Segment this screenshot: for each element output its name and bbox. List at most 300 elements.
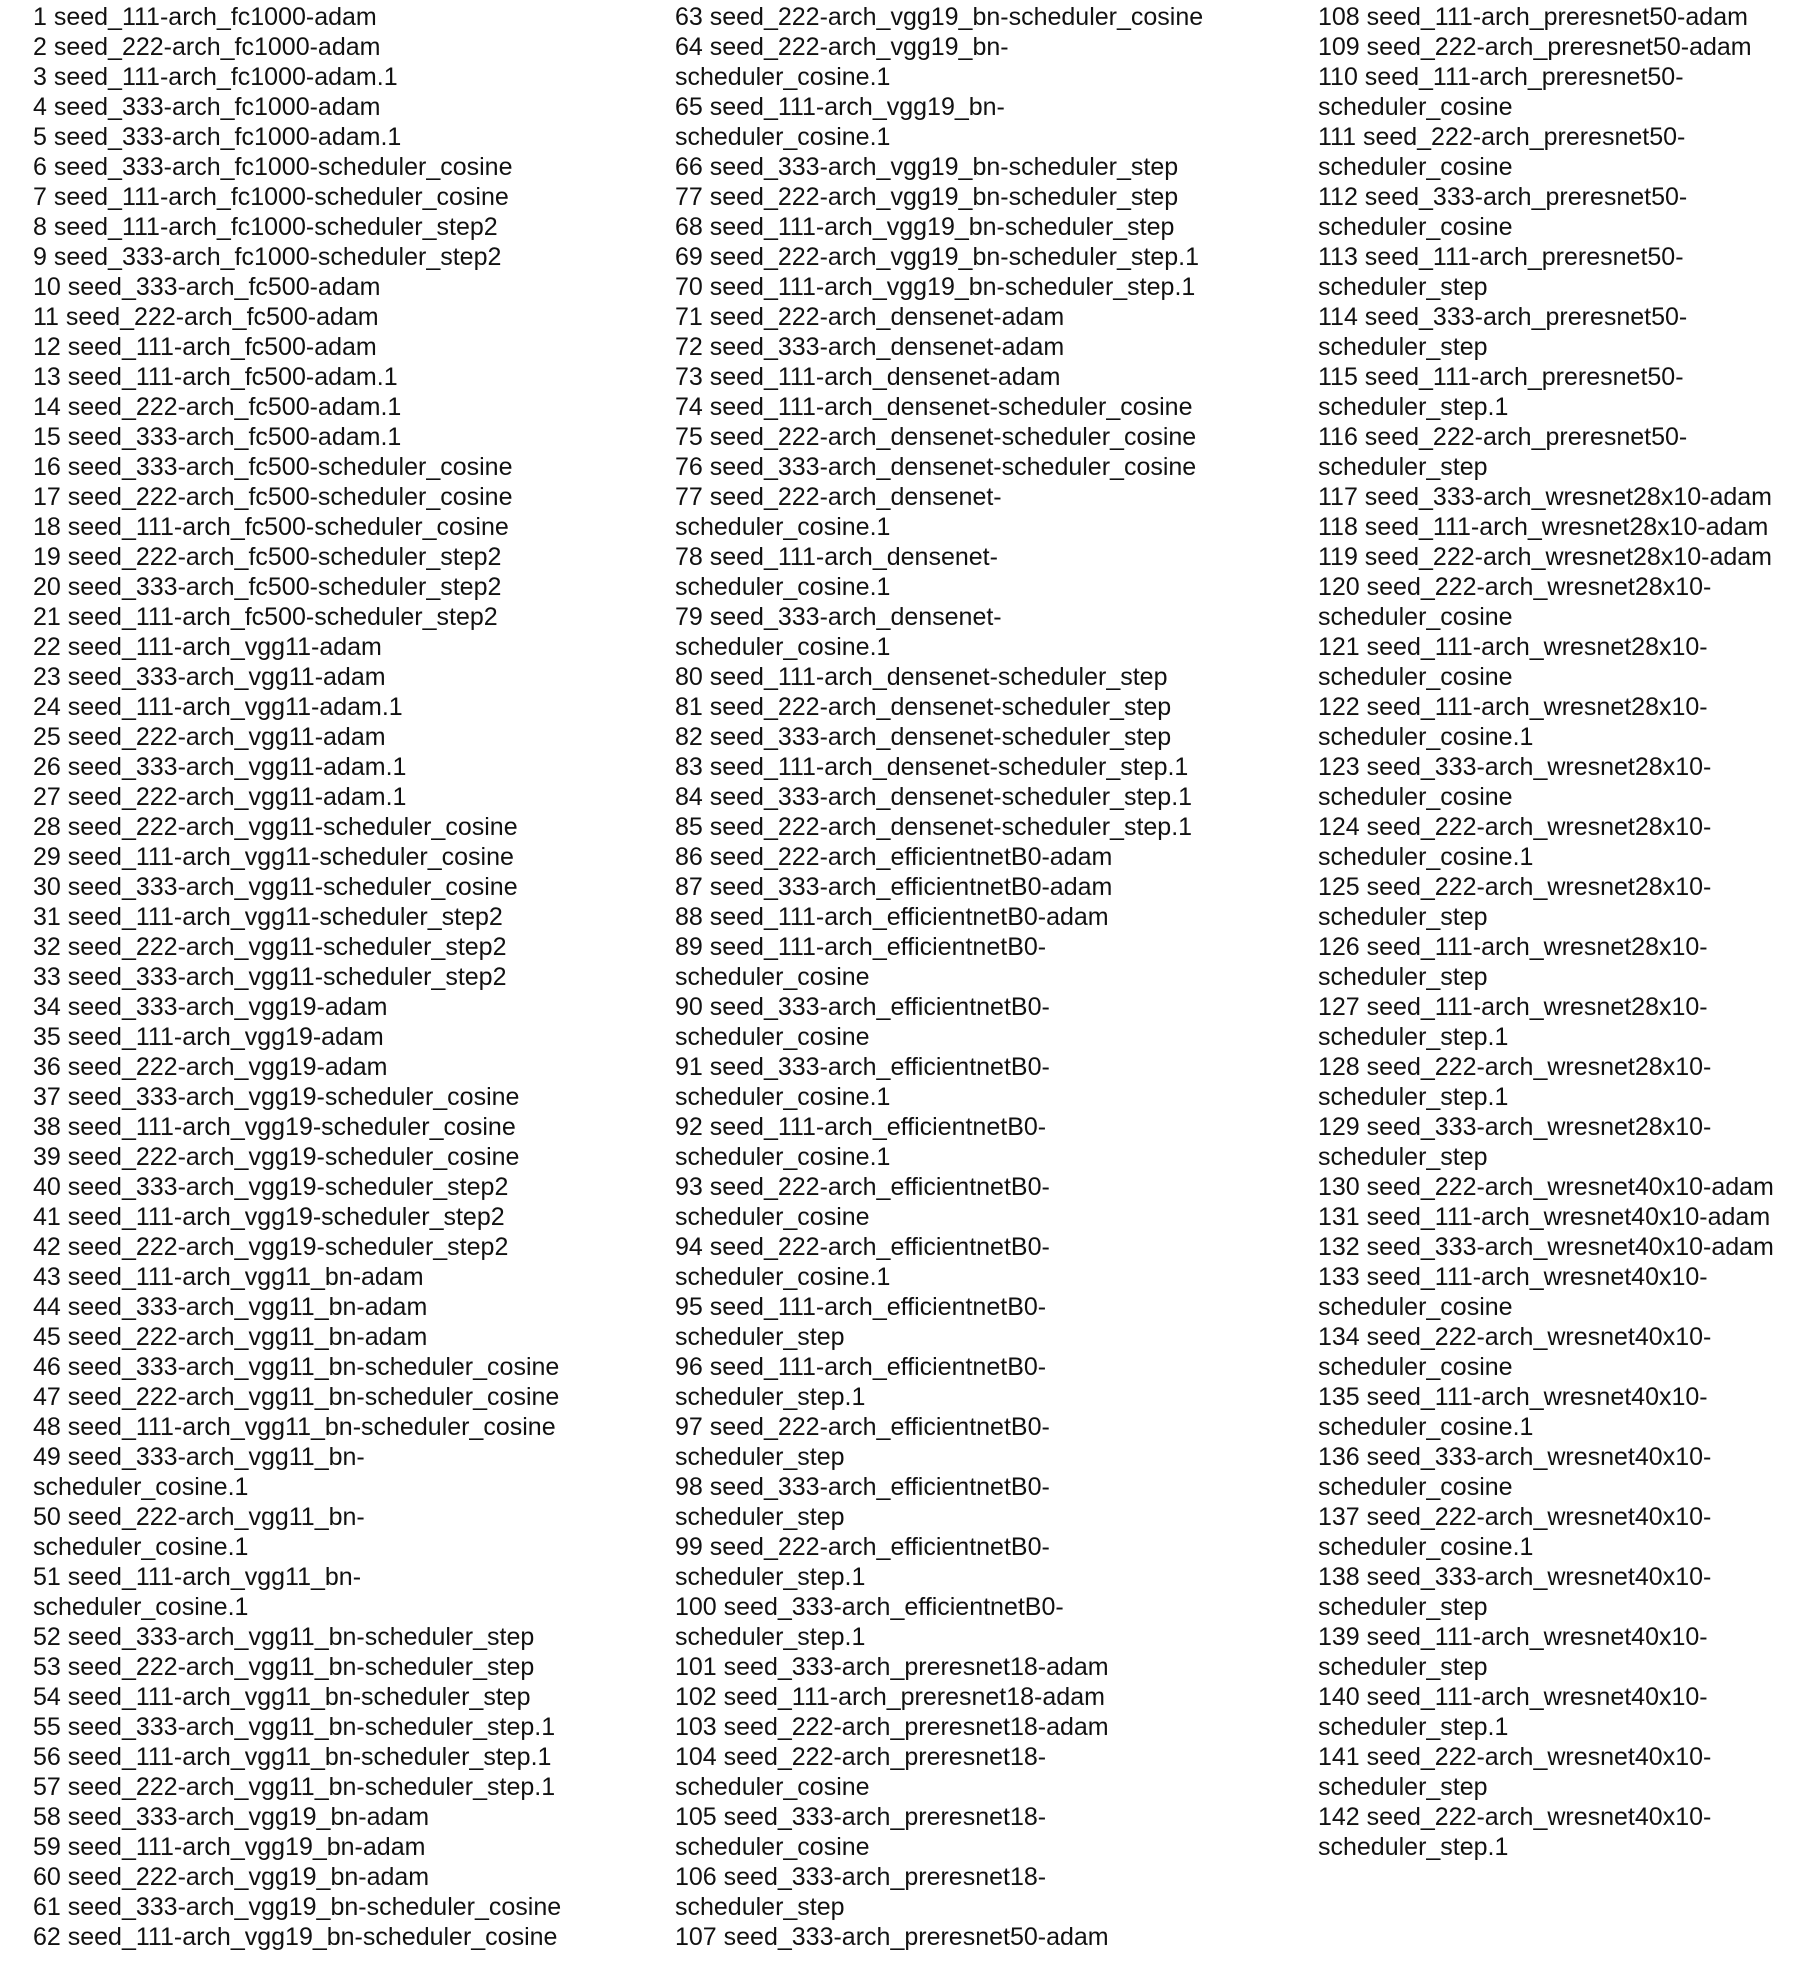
run-entry-line: 114 seed_333-arch_preresnet50- bbox=[1318, 303, 1688, 331]
run-entry bbox=[1318, 1502, 1810, 1562]
run-entry-line: 12 seed_111-arch_fc500-adam bbox=[33, 333, 377, 361]
run-entry bbox=[33, 1412, 653, 1442]
run-entry bbox=[33, 1112, 653, 1142]
run-entry-line: 36 seed_222-arch_vgg19-adam bbox=[33, 1053, 388, 1081]
run-entry-line: scheduler_step bbox=[1318, 1593, 1488, 1621]
run-entry bbox=[33, 572, 653, 602]
run-entry bbox=[33, 2, 653, 32]
run-entry-line: scheduler_cosine.1 bbox=[675, 123, 891, 151]
run-entry-line: 62 seed_111-arch_vgg19_bn-scheduler_cosine bbox=[33, 1923, 558, 1951]
run-entry-line: scheduler_cosine bbox=[675, 1203, 870, 1231]
run-entry-line: 134 seed_222-arch_wresnet40x10- bbox=[1318, 1323, 1712, 1351]
run-entry bbox=[1318, 482, 1810, 512]
run-entry bbox=[675, 482, 1285, 542]
run-entry-line: 129 seed_333-arch_wresnet28x10- bbox=[1318, 1113, 1712, 1141]
run-entry bbox=[675, 992, 1285, 1052]
run-entry-line: scheduler_step bbox=[1318, 963, 1488, 991]
run-entry-line: scheduler_step.1 bbox=[675, 1563, 866, 1591]
run-entry-line: 99 seed_222-arch_efficientnetB0- bbox=[675, 1533, 1050, 1561]
run-entry-line: scheduler_cosine.1 bbox=[1318, 1413, 1534, 1441]
run-entry bbox=[33, 1082, 653, 1112]
run-entry-line: 24 seed_111-arch_vgg11-adam.1 bbox=[33, 693, 403, 721]
run-entry-line: 48 seed_111-arch_vgg11_bn-scheduler_cosine bbox=[33, 1413, 556, 1441]
run-entry bbox=[675, 1052, 1285, 1112]
run-entry-line: 16 seed_333-arch_fc500-scheduler_cosine bbox=[33, 453, 513, 481]
run-entry-line: 108 seed_111-arch_preresnet50-adam bbox=[1318, 3, 1748, 31]
run-entry-line: 137 seed_222-arch_wresnet40x10- bbox=[1318, 1503, 1712, 1531]
run-entry-line: 118 seed_111-arch_wresnet28x10-adam bbox=[1318, 513, 1769, 541]
run-entry bbox=[33, 1862, 653, 1892]
run-entry bbox=[1318, 542, 1810, 572]
run-entry-line: 92 seed_111-arch_efficientnetB0- bbox=[675, 1113, 1047, 1141]
run-entry-line: 44 seed_333-arch_vgg11_bn-adam bbox=[33, 1293, 428, 1321]
run-entry-line: 23 seed_333-arch_vgg11-adam bbox=[33, 663, 386, 691]
run-entry bbox=[1318, 1262, 1810, 1322]
run-entry-line: 122 seed_111-arch_wresnet28x10- bbox=[1318, 693, 1708, 721]
run-entry bbox=[675, 1652, 1285, 1682]
run-entry bbox=[33, 632, 653, 662]
run-entry-line: scheduler_step bbox=[1318, 1143, 1488, 1171]
run-entry bbox=[33, 992, 653, 1022]
run-entry bbox=[33, 1922, 653, 1952]
run-entry-line: 10 seed_333-arch_fc500-adam bbox=[33, 273, 381, 301]
run-entry-line: 70 seed_111-arch_vgg19_bn-scheduler_step.1 bbox=[675, 273, 1196, 301]
run-entry-line: 38 seed_111-arch_vgg19-scheduler_cosine bbox=[33, 1113, 516, 1141]
run-entry bbox=[33, 542, 653, 572]
run-entry bbox=[33, 1742, 653, 1772]
run-entry bbox=[675, 92, 1285, 152]
run-entry-line: scheduler_cosine bbox=[675, 1833, 870, 1861]
run-entry-line: scheduler_step.1 bbox=[675, 1623, 866, 1651]
run-entry-line: 30 seed_333-arch_vgg11-scheduler_cosine bbox=[33, 873, 518, 901]
column-2 bbox=[675, 2, 1285, 1952]
run-entry-line: 80 seed_111-arch_densenet-scheduler_step bbox=[675, 663, 1168, 691]
run-entry-line: scheduler_step bbox=[1318, 453, 1488, 481]
run-entry bbox=[33, 782, 653, 812]
run-entry-line: 68 seed_111-arch_vgg19_bn-scheduler_step bbox=[675, 213, 1175, 241]
run-entry-line: 58 seed_333-arch_vgg19_bn-adam bbox=[33, 1803, 430, 1831]
run-entry-line: 117 seed_333-arch_wresnet28x10-adam bbox=[1318, 483, 1773, 511]
run-entry-line: 34 seed_333-arch_vgg19-adam bbox=[33, 993, 388, 1021]
run-entry-line: 45 seed_222-arch_vgg11_bn-adam bbox=[33, 1323, 428, 1351]
run-entry bbox=[33, 1352, 653, 1382]
run-entry bbox=[1318, 1682, 1810, 1742]
run-entry-line: 73 seed_111-arch_densenet-adam bbox=[675, 363, 1061, 391]
run-entry bbox=[33, 362, 653, 392]
run-entry-line: scheduler_cosine.1 bbox=[675, 1083, 891, 1111]
run-entry bbox=[1318, 242, 1810, 302]
run-entry-line: scheduler_cosine bbox=[1318, 783, 1513, 811]
run-entry bbox=[33, 1652, 653, 1682]
run-entry bbox=[1318, 1172, 1810, 1202]
run-entry bbox=[1318, 122, 1810, 182]
run-entry-line: 59 seed_111-arch_vgg19_bn-adam bbox=[33, 1833, 426, 1861]
run-entry-line: 8 seed_111-arch_fc1000-scheduler_step2 bbox=[33, 213, 498, 241]
run-entry-line: 41 seed_111-arch_vgg19-scheduler_step2 bbox=[33, 1203, 505, 1231]
run-entry-line: 72 seed_333-arch_densenet-adam bbox=[675, 333, 1065, 361]
run-entry bbox=[33, 692, 653, 722]
run-entry-line: 85 seed_222-arch_densenet-scheduler_step.1 bbox=[675, 813, 1193, 841]
run-entry-line: 109 seed_222-arch_preresnet50-adam bbox=[1318, 33, 1752, 61]
run-entry bbox=[1318, 1052, 1810, 1112]
run-entry-line: 127 seed_111-arch_wresnet28x10- bbox=[1318, 993, 1708, 1021]
run-entry bbox=[33, 662, 653, 692]
run-entry-line: 110 seed_111-arch_preresnet50- bbox=[1318, 63, 1684, 91]
run-entry-line: 14 seed_222-arch_fc500-adam.1 bbox=[33, 393, 402, 421]
run-entry-line: scheduler_step bbox=[675, 1503, 845, 1531]
run-entry bbox=[1318, 62, 1810, 122]
run-entry-line: 66 seed_333-arch_vgg19_bn-scheduler_step bbox=[675, 153, 1179, 181]
run-entry bbox=[33, 1172, 653, 1202]
run-entry-line: 84 seed_333-arch_densenet-scheduler_step.1 bbox=[675, 783, 1193, 811]
run-entry-line: 47 seed_222-arch_vgg11_bn-scheduler_cosine bbox=[33, 1383, 560, 1411]
run-entry-line: 94 seed_222-arch_efficientnetB0- bbox=[675, 1233, 1050, 1261]
run-entry-line: 140 seed_111-arch_wresnet40x10- bbox=[1318, 1683, 1708, 1711]
run-entry-line: 54 seed_111-arch_vgg11_bn-scheduler_step bbox=[33, 1683, 531, 1711]
run-entry-line: scheduler_cosine.1 bbox=[675, 513, 891, 541]
run-entry-line: 78 seed_111-arch_densenet- bbox=[675, 543, 998, 571]
run-entry bbox=[675, 782, 1285, 812]
run-entry bbox=[33, 872, 653, 902]
run-entry-line: 4 seed_333-arch_fc1000-adam bbox=[33, 93, 381, 121]
run-entry bbox=[33, 122, 653, 152]
run-entry-line: scheduler_step bbox=[1318, 1773, 1488, 1801]
run-entry-line: 18 seed_111-arch_fc500-scheduler_cosine bbox=[33, 513, 509, 541]
run-entry-line: 115 seed_111-arch_preresnet50- bbox=[1318, 363, 1684, 391]
run-entry bbox=[1318, 1562, 1810, 1622]
run-entry bbox=[33, 752, 653, 782]
run-entry-line: scheduler_cosine.1 bbox=[675, 63, 891, 91]
run-entry bbox=[675, 362, 1285, 392]
run-entry-line: scheduler_step.1 bbox=[1318, 1083, 1509, 1111]
run-entry bbox=[675, 932, 1285, 992]
run-entry-line: 40 seed_333-arch_vgg19-scheduler_step2 bbox=[33, 1173, 509, 1201]
run-entry bbox=[33, 1262, 653, 1292]
run-entry-line: 132 seed_333-arch_wresnet40x10-adam bbox=[1318, 1233, 1774, 1261]
run-entry bbox=[33, 1322, 653, 1352]
run-entry-line: 46 seed_333-arch_vgg11_bn-scheduler_cosine bbox=[33, 1353, 560, 1381]
run-entry-line: 31 seed_111-arch_vgg11-scheduler_step2 bbox=[33, 903, 503, 931]
run-entry bbox=[33, 1142, 653, 1172]
run-entry bbox=[675, 2, 1285, 32]
run-entry bbox=[675, 1172, 1285, 1232]
run-entry-line: 123 seed_333-arch_wresnet28x10- bbox=[1318, 753, 1712, 781]
run-entry-line: scheduler_cosine.1 bbox=[1318, 723, 1534, 751]
run-entry-line: 3 seed_111-arch_fc1000-adam.1 bbox=[33, 63, 398, 91]
run-entry bbox=[675, 392, 1285, 422]
run-entry-line: scheduler_cosine.1 bbox=[675, 1143, 891, 1171]
run-entry bbox=[33, 932, 653, 962]
run-entry-line: 105 seed_333-arch_preresnet18- bbox=[675, 1803, 1047, 1831]
run-entry bbox=[675, 842, 1285, 872]
run-entry-line: 6 seed_333-arch_fc1000-scheduler_cosine bbox=[33, 153, 513, 181]
run-entry-line: 96 seed_111-arch_efficientnetB0- bbox=[675, 1353, 1047, 1381]
run-entry-line: 128 seed_222-arch_wresnet28x10- bbox=[1318, 1053, 1712, 1081]
run-entry bbox=[33, 302, 653, 332]
run-entry-line: 91 seed_333-arch_efficientnetB0- bbox=[675, 1053, 1050, 1081]
run-entry-line: 63 seed_222-arch_vgg19_bn-scheduler_cosine bbox=[675, 3, 1204, 31]
run-entry bbox=[675, 182, 1285, 212]
run-entry-line: 77 seed_222-arch_vgg19_bn-scheduler_step bbox=[675, 183, 1179, 211]
run-entry-line: scheduler_cosine bbox=[1318, 663, 1513, 691]
run-entry-line: 89 seed_111-arch_efficientnetB0- bbox=[675, 933, 1047, 961]
run-entry-line: scheduler_step.1 bbox=[1318, 393, 1509, 421]
run-entry-line: 55 seed_333-arch_vgg11_bn-scheduler_step.1 bbox=[33, 1713, 556, 1741]
run-entry-line: 13 seed_111-arch_fc500-adam.1 bbox=[33, 363, 398, 391]
run-entry bbox=[1318, 1622, 1810, 1682]
run-entry bbox=[33, 512, 653, 542]
run-entry bbox=[33, 212, 653, 242]
run-entry-line: 75 seed_222-arch_densenet-scheduler_cosine bbox=[675, 423, 1197, 451]
run-entry-line: 9 seed_333-arch_fc1000-scheduler_step2 bbox=[33, 243, 502, 271]
run-entry bbox=[33, 62, 653, 92]
run-entry-line: scheduler_step bbox=[1318, 1653, 1488, 1681]
run-entry-line: scheduler_step bbox=[1318, 273, 1488, 301]
run-entry bbox=[33, 1622, 653, 1652]
run-entry-line: 138 seed_333-arch_wresnet40x10- bbox=[1318, 1563, 1712, 1591]
run-entry-line: 131 seed_111-arch_wresnet40x10-adam bbox=[1318, 1203, 1771, 1231]
run-entry-line: 81 seed_222-arch_densenet-scheduler_step bbox=[675, 693, 1172, 721]
run-entry-line: 133 seed_111-arch_wresnet40x10- bbox=[1318, 1263, 1708, 1291]
run-entry-line: 102 seed_111-arch_preresnet18-adam bbox=[675, 1683, 1105, 1711]
run-entry bbox=[1318, 302, 1810, 362]
run-entry bbox=[675, 602, 1285, 662]
run-entry bbox=[33, 842, 653, 872]
run-entry-line: 136 seed_333-arch_wresnet40x10- bbox=[1318, 1443, 1712, 1471]
run-entry-line: 79 seed_333-arch_densenet- bbox=[675, 603, 1002, 631]
run-entry bbox=[675, 1412, 1285, 1472]
run-entry-line: 17 seed_222-arch_fc500-scheduler_cosine bbox=[33, 483, 513, 511]
run-entry bbox=[33, 1712, 653, 1742]
run-entry bbox=[1318, 512, 1810, 542]
run-entry bbox=[33, 92, 653, 122]
run-entry bbox=[1318, 1442, 1810, 1502]
run-entry bbox=[675, 1112, 1285, 1172]
run-entry bbox=[33, 242, 653, 272]
run-entry-line: scheduler_cosine.1 bbox=[33, 1533, 249, 1561]
run-entry bbox=[1318, 1802, 1810, 1862]
run-entry bbox=[33, 452, 653, 482]
run-entry-line: 50 seed_222-arch_vgg11_bn- bbox=[33, 1503, 365, 1531]
run-entry-line: scheduler_cosine bbox=[1318, 603, 1513, 631]
run-entry-line: scheduler_cosine.1 bbox=[675, 633, 891, 661]
run-entry-line: 56 seed_111-arch_vgg11_bn-scheduler_step.1 bbox=[33, 1743, 552, 1771]
run-entry bbox=[33, 392, 653, 422]
run-entry bbox=[33, 962, 653, 992]
run-entry bbox=[1318, 422, 1810, 482]
run-entry bbox=[1318, 1232, 1810, 1262]
run-entry bbox=[33, 1232, 653, 1262]
run-entry-line: 107 seed_333-arch_preresnet50-adam bbox=[675, 1923, 1109, 1951]
run-entry bbox=[1318, 872, 1810, 932]
run-entry bbox=[675, 1712, 1285, 1742]
run-entry-line: scheduler_cosine bbox=[1318, 1293, 1513, 1321]
run-entry-line: 126 seed_111-arch_wresnet28x10- bbox=[1318, 933, 1708, 961]
run-entry-line: scheduler_cosine.1 bbox=[1318, 1533, 1534, 1561]
run-entry-line: 35 seed_111-arch_vgg19-adam bbox=[33, 1023, 384, 1051]
run-entry bbox=[33, 1202, 653, 1232]
run-entry bbox=[675, 1742, 1285, 1802]
run-entry-line: 2 seed_222-arch_fc1000-adam bbox=[33, 33, 381, 61]
run-entry-line: 74 seed_111-arch_densenet-scheduler_cosine bbox=[675, 393, 1193, 421]
run-entry-line: scheduler_step.1 bbox=[675, 1383, 866, 1411]
run-entry bbox=[33, 1022, 653, 1052]
run-entry-line: 116 seed_222-arch_preresnet50- bbox=[1318, 423, 1688, 451]
run-entry-line: 60 seed_222-arch_vgg19_bn-adam bbox=[33, 1863, 430, 1891]
run-entry-line: 39 seed_222-arch_vgg19-scheduler_cosine bbox=[33, 1143, 520, 1171]
run-entry bbox=[675, 1472, 1285, 1532]
run-entry bbox=[675, 1802, 1285, 1862]
run-entry bbox=[1318, 932, 1810, 992]
run-entry bbox=[675, 872, 1285, 902]
run-entry bbox=[675, 1352, 1285, 1412]
run-entry-line: scheduler_cosine bbox=[1318, 153, 1513, 181]
run-entry-line: 28 seed_222-arch_vgg11-scheduler_cosine bbox=[33, 813, 518, 841]
run-entry-line: 20 seed_333-arch_fc500-scheduler_step2 bbox=[33, 573, 502, 601]
run-entry bbox=[33, 32, 653, 62]
run-entry-line: 113 seed_111-arch_preresnet50- bbox=[1318, 243, 1684, 271]
run-entry bbox=[1318, 1112, 1810, 1172]
run-entry-line: 64 seed_222-arch_vgg19_bn- bbox=[675, 33, 1009, 61]
run-entry bbox=[675, 1532, 1285, 1592]
run-entry bbox=[33, 1832, 653, 1862]
run-entry-line: scheduler_step bbox=[675, 1443, 845, 1471]
run-entry-line: 100 seed_333-arch_efficientnetB0- bbox=[675, 1593, 1064, 1621]
run-entry-line: 51 seed_111-arch_vgg11_bn- bbox=[33, 1563, 362, 1591]
run-entry bbox=[33, 722, 653, 752]
run-entry bbox=[675, 692, 1285, 722]
run-entry-line: 95 seed_111-arch_efficientnetB0- bbox=[675, 1293, 1047, 1321]
run-entry-line: scheduler_step bbox=[675, 1893, 845, 1921]
run-entry-line: 33 seed_333-arch_vgg11-scheduler_step2 bbox=[33, 963, 507, 991]
run-entry-line: 90 seed_333-arch_efficientnetB0- bbox=[675, 993, 1050, 1021]
run-entry-line: scheduler_cosine bbox=[1318, 93, 1513, 121]
column-3 bbox=[1318, 2, 1810, 1862]
run-entry bbox=[675, 422, 1285, 452]
run-entry-line: 37 seed_333-arch_vgg19-scheduler_cosine bbox=[33, 1083, 520, 1111]
run-entry bbox=[33, 902, 653, 932]
run-entry-line: scheduler_cosine.1 bbox=[675, 1263, 891, 1291]
run-entry bbox=[675, 272, 1285, 302]
run-entry bbox=[1318, 1742, 1810, 1802]
run-entry-line: 21 seed_111-arch_fc500-scheduler_step2 bbox=[33, 603, 498, 631]
run-entry-line: 25 seed_222-arch_vgg11-adam bbox=[33, 723, 386, 751]
run-entry bbox=[1318, 692, 1810, 752]
run-entry bbox=[675, 212, 1285, 242]
run-entry bbox=[675, 752, 1285, 782]
run-entry-line: 77 seed_222-arch_densenet- bbox=[675, 483, 1002, 511]
run-entry-line: scheduler_cosine.1 bbox=[33, 1593, 249, 1621]
run-entry bbox=[1318, 1382, 1810, 1442]
column-1 bbox=[33, 2, 653, 1952]
run-entry-line: 42 seed_222-arch_vgg19-scheduler_step2 bbox=[33, 1233, 509, 1261]
run-entry-line: 22 seed_111-arch_vgg11-adam bbox=[33, 633, 382, 661]
run-entry-line: scheduler_step.1 bbox=[1318, 1833, 1509, 1861]
run-entry bbox=[1318, 572, 1810, 632]
run-entry-line: scheduler_cosine bbox=[1318, 1473, 1513, 1501]
run-entry bbox=[1318, 182, 1810, 242]
run-entry-line: scheduler_cosine bbox=[1318, 1353, 1513, 1381]
run-entry-line: 57 seed_222-arch_vgg11_bn-scheduler_step.1 bbox=[33, 1773, 556, 1801]
run-entry-line: 87 seed_333-arch_efficientnetB0-adam bbox=[675, 873, 1113, 901]
run-entry bbox=[1318, 812, 1810, 872]
run-entry-line: 29 seed_111-arch_vgg11-scheduler_cosine bbox=[33, 843, 514, 871]
run-entry-line: 43 seed_111-arch_vgg11_bn-adam bbox=[33, 1263, 424, 1291]
run-entry-line: 69 seed_222-arch_vgg19_bn-scheduler_step.1 bbox=[675, 243, 1199, 271]
run-entry-line: 5 seed_333-arch_fc1000-adam.1 bbox=[33, 123, 402, 151]
run-entry-line: 103 seed_222-arch_preresnet18-adam bbox=[675, 1713, 1109, 1741]
run-entry bbox=[675, 152, 1285, 182]
run-entry bbox=[675, 1922, 1285, 1952]
run-entry-line: 82 seed_333-arch_densenet-scheduler_step bbox=[675, 723, 1172, 751]
run-entry bbox=[675, 1862, 1285, 1922]
run-entry-line: 71 seed_222-arch_densenet-adam bbox=[675, 303, 1065, 331]
run-entry-line: scheduler_step bbox=[1318, 903, 1488, 931]
run-entry bbox=[675, 1682, 1285, 1712]
run-entry bbox=[33, 152, 653, 182]
run-entry-line: 65 seed_111-arch_vgg19_bn- bbox=[675, 93, 1005, 121]
run-entry bbox=[33, 482, 653, 512]
run-entry-line: scheduler_step.1 bbox=[1318, 1023, 1509, 1051]
run-entry bbox=[675, 662, 1285, 692]
run-entry-line: 121 seed_111-arch_wresnet28x10- bbox=[1318, 633, 1708, 661]
run-entry-line: 98 seed_333-arch_efficientnetB0- bbox=[675, 1473, 1050, 1501]
run-entry-line: 97 seed_222-arch_efficientnetB0- bbox=[675, 1413, 1050, 1441]
run-entry-line: 7 seed_111-arch_fc1000-scheduler_cosine bbox=[33, 183, 509, 211]
run-entry bbox=[675, 1592, 1285, 1652]
run-entry-line: 88 seed_111-arch_efficientnetB0-adam bbox=[675, 903, 1109, 931]
run-entry bbox=[675, 242, 1285, 272]
run-entry-line: 76 seed_333-arch_densenet-scheduler_cosine bbox=[675, 453, 1197, 481]
run-entry bbox=[33, 422, 653, 452]
run-entry bbox=[33, 1292, 653, 1322]
run-entry-line: 15 seed_333-arch_fc500-adam.1 bbox=[33, 423, 402, 451]
run-entry-line: 83 seed_111-arch_densenet-scheduler_step.1 bbox=[675, 753, 1189, 781]
run-entry bbox=[1318, 752, 1810, 812]
run-entry-line: 27 seed_222-arch_vgg11-adam.1 bbox=[33, 783, 407, 811]
run-entry bbox=[675, 302, 1285, 332]
run-entry-line: scheduler_cosine.1 bbox=[675, 573, 891, 601]
run-entry-line: 135 seed_111-arch_wresnet40x10- bbox=[1318, 1383, 1708, 1411]
run-entry bbox=[1318, 1322, 1810, 1382]
run-entry bbox=[675, 722, 1285, 752]
run-entry-line: 139 seed_111-arch_wresnet40x10- bbox=[1318, 1623, 1708, 1651]
run-entry bbox=[675, 1292, 1285, 1352]
run-entry bbox=[33, 332, 653, 362]
run-entry-line: 142 seed_222-arch_wresnet40x10- bbox=[1318, 1803, 1712, 1831]
run-entry bbox=[1318, 1202, 1810, 1232]
run-entry-line: 101 seed_333-arch_preresnet18-adam bbox=[675, 1653, 1109, 1681]
run-entry-line: 1 seed_111-arch_fc1000-adam bbox=[33, 3, 377, 31]
run-entry-line: 93 seed_222-arch_efficientnetB0- bbox=[675, 1173, 1050, 1201]
run-entry-line: 26 seed_333-arch_vgg11-adam.1 bbox=[33, 753, 407, 781]
run-entry-line: scheduler_cosine bbox=[675, 1023, 870, 1051]
run-entry bbox=[675, 1232, 1285, 1292]
run-entry bbox=[33, 1562, 653, 1622]
run-entry-line: 11 seed_222-arch_fc500-adam bbox=[33, 303, 379, 331]
run-entry bbox=[675, 902, 1285, 932]
run-entry-line: 61 seed_333-arch_vgg19_bn-scheduler_cosine bbox=[33, 1893, 562, 1921]
run-entry bbox=[675, 32, 1285, 92]
run-entry-line: 112 seed_333-arch_preresnet50- bbox=[1318, 183, 1688, 211]
run-entry bbox=[675, 812, 1285, 842]
run-entry bbox=[675, 452, 1285, 482]
run-entry-line: scheduler_step bbox=[675, 1323, 845, 1351]
run-entry-line: 141 seed_222-arch_wresnet40x10- bbox=[1318, 1743, 1712, 1771]
run-entry bbox=[33, 1772, 653, 1802]
run-entry bbox=[33, 1802, 653, 1832]
run-entry bbox=[33, 1892, 653, 1922]
